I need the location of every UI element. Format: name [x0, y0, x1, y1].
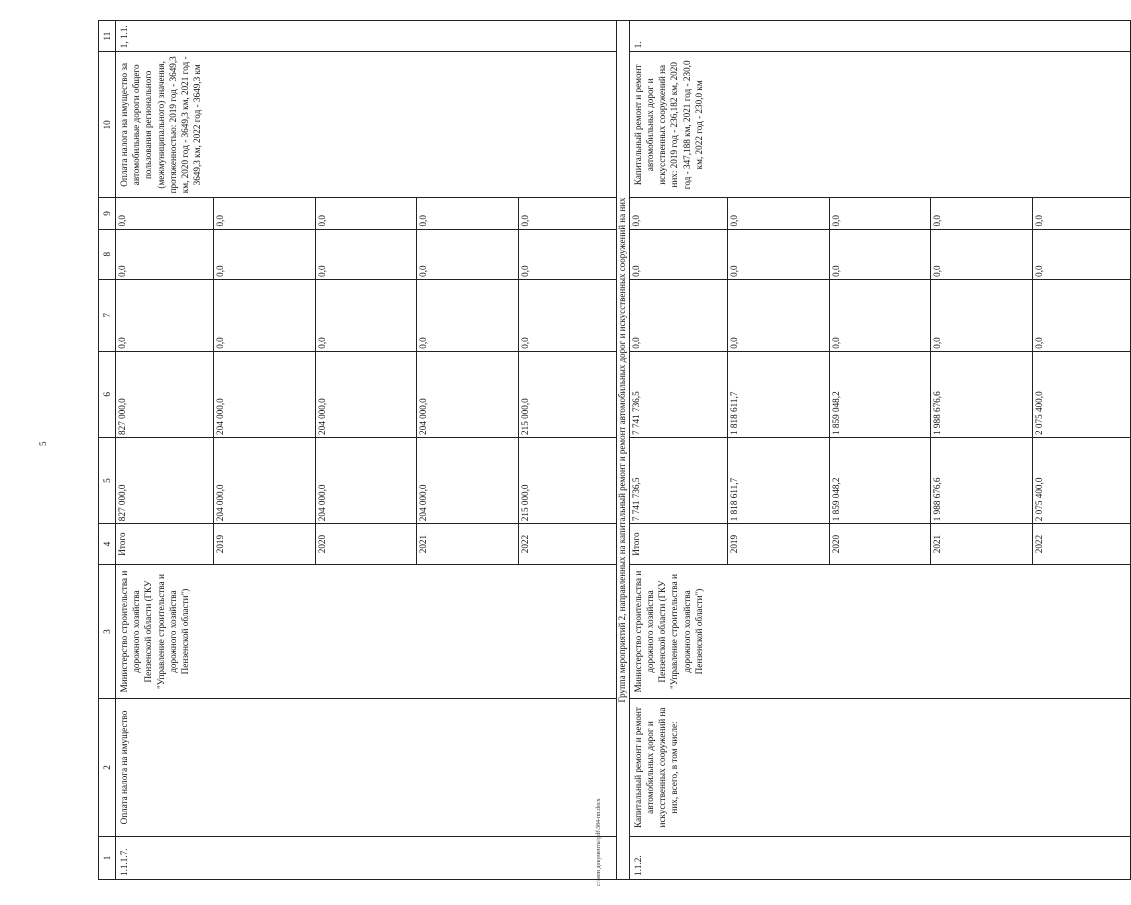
value: 0,0: [214, 280, 316, 351]
value: 0,0: [1033, 337, 1044, 349]
regional-funding-cell: [116, 351, 617, 437]
value: 0,0: [728, 198, 830, 228]
year-2022: 2022: [519, 534, 530, 554]
value: 0,0: [315, 280, 417, 351]
years-cell: [630, 524, 1131, 565]
total-funding-cell: [630, 437, 1131, 523]
measure-name: Оплата налога на имущество: [116, 699, 617, 837]
table-row: [630, 21, 1131, 880]
col9-cell: [116, 198, 617, 229]
value: 0,0: [1033, 215, 1044, 227]
value: 827 000,0: [116, 438, 214, 523]
value: 0,0: [829, 280, 931, 351]
value: 0,0: [519, 337, 530, 349]
value: 1 859 048,2: [829, 438, 931, 523]
value: 1 859 048,2: [829, 352, 931, 437]
col-header-8: 8: [99, 229, 116, 279]
col8-cell: [630, 229, 1131, 279]
value: 2 075 400,0: [1033, 477, 1044, 522]
measure-name: Капитальный ремонт и ремонт автомобильных дорог и искусственных сооружений на них, всего, в том числе:: [630, 699, 1131, 837]
year-2020: 2020: [829, 524, 931, 564]
value: 215 000,0: [519, 484, 530, 522]
value: 0,0: [1033, 265, 1044, 277]
year-2019: 2019: [728, 524, 830, 564]
value: 204 000,0: [315, 352, 417, 437]
value: 827 000,0: [116, 352, 214, 437]
value: 2 075 400,0: [1033, 391, 1044, 435]
value: 0,0: [630, 198, 728, 228]
col-header-1: 1: [99, 836, 116, 879]
years-cell: [116, 524, 617, 565]
reference: 1.: [630, 21, 1131, 52]
col9-list: [630, 198, 1130, 228]
value: 0,0: [630, 230, 728, 279]
regional-funding-list: [630, 352, 1130, 437]
col9-cell: [630, 198, 1131, 229]
reference: 1, 1.1.: [116, 21, 617, 52]
value: 1 988 676,6: [931, 352, 1033, 437]
year-2021: 2021: [931, 524, 1033, 564]
value: 0,0: [214, 198, 316, 228]
value: 215 000,0: [519, 398, 530, 435]
value: 1 818 611,7: [728, 438, 830, 523]
col-header-3: 3: [99, 564, 116, 698]
value: 204 000,0: [417, 352, 519, 437]
year-2020: 2020: [315, 524, 417, 564]
value: 204 000,0: [214, 438, 316, 523]
indicator: Оплата налога на имущество за автомобильные дороги общего пользования регионального (межмуниципального) значения, протяженностью: 2019 год - 3649,3 км, 2020 год - 3649,3 км, 2021 год - 3649,3 км, 2022 год - 3649,3 км: [116, 52, 617, 198]
total-funding-cell: [116, 437, 617, 523]
value: 0,0: [116, 230, 214, 279]
group-title: Группа мероприятий 2, направленных на капитальный ремонт и ремонт автомобильных дорог и искусственных сооружений на них: [617, 21, 630, 880]
col-header-9: 9: [99, 198, 116, 229]
year-2022: 2022: [1033, 534, 1044, 554]
value: 7 741 736,5: [630, 438, 728, 523]
col7-list: [116, 280, 616, 351]
footer-file-path: c:\мои документы\pdf\384-пп.docx: [596, 798, 602, 886]
value: 0,0: [417, 198, 519, 228]
value: 0,0: [931, 230, 1033, 279]
total-funding-list: [630, 438, 1130, 523]
col-header-7: 7: [99, 279, 116, 351]
value: 0,0: [214, 230, 316, 279]
col-header-4: 4: [99, 524, 116, 565]
col7-list: [630, 280, 1130, 351]
value: 0,0: [116, 198, 214, 228]
value: 0,0: [417, 280, 519, 351]
col-header-11: 11: [99, 21, 116, 52]
value: 0,0: [519, 265, 530, 277]
value: 204 000,0: [417, 438, 519, 523]
value: 7 741 736,5: [630, 352, 728, 437]
header-row: [99, 21, 116, 880]
regional-funding-cell: [630, 351, 1131, 437]
year-total: Итого: [630, 524, 728, 564]
indicator: Капитальный ремонт и ремонт автомобильных дорог и искусственных сооружений на них: 2019 год - 236,182 км, 2020 год - 347,188 км, 2021 год - 230,0 км, 2022 год - 230,0 км: [630, 52, 1131, 198]
regional-funding-list: [116, 352, 616, 437]
years-list: [116, 524, 616, 564]
value: 0,0: [116, 280, 214, 351]
table-row: [116, 21, 617, 880]
year-total: Итого: [116, 524, 214, 564]
col8-cell: [116, 229, 617, 279]
value: 204 000,0: [214, 352, 316, 437]
col-header-5: 5: [99, 437, 116, 523]
col9-list: [116, 198, 616, 228]
col7-cell: [630, 279, 1131, 351]
value: 0,0: [829, 230, 931, 279]
value: 0,0: [315, 198, 417, 228]
total-funding-list: [116, 438, 616, 523]
value: 0,0: [728, 280, 830, 351]
executor: Министерство строительства и дорожного хозяйства Пензенской области (ГКУ "Управление строительства и дорожного хозяйства Пензенской области"): [630, 564, 1131, 698]
col-header-2: 2: [99, 699, 116, 837]
value: 0,0: [519, 215, 530, 227]
value: 1 988 676,6: [931, 438, 1033, 523]
group-header-row: [617, 21, 630, 880]
col8-list: [630, 230, 1130, 279]
value: 0,0: [931, 280, 1033, 351]
value: 0,0: [931, 198, 1033, 228]
row-number: 1.1.2.: [630, 836, 1131, 879]
value: 1 818 611,7: [728, 352, 830, 437]
page-number: 5: [38, 441, 48, 446]
row-number: 1.1.1.7.: [116, 836, 617, 879]
executor: Министерство строительства и дорожного хозяйства Пензенской области (ГКУ "Управление строительства и дорожного хозяйства Пензенской области"): [116, 564, 617, 698]
year-2021: 2021: [417, 524, 519, 564]
col7-cell: [116, 279, 617, 351]
value: 0,0: [417, 230, 519, 279]
col-header-10: 10: [99, 52, 116, 198]
col-header-6: 6: [99, 351, 116, 437]
program-table: [98, 20, 1131, 880]
value: 0,0: [728, 230, 830, 279]
value: 204 000,0: [315, 438, 417, 523]
years-list: [630, 524, 1130, 564]
col8-list: [116, 230, 616, 279]
value: 0,0: [315, 230, 417, 279]
value: 0,0: [630, 280, 728, 351]
value: 0,0: [829, 198, 931, 228]
year-2019: 2019: [214, 524, 316, 564]
